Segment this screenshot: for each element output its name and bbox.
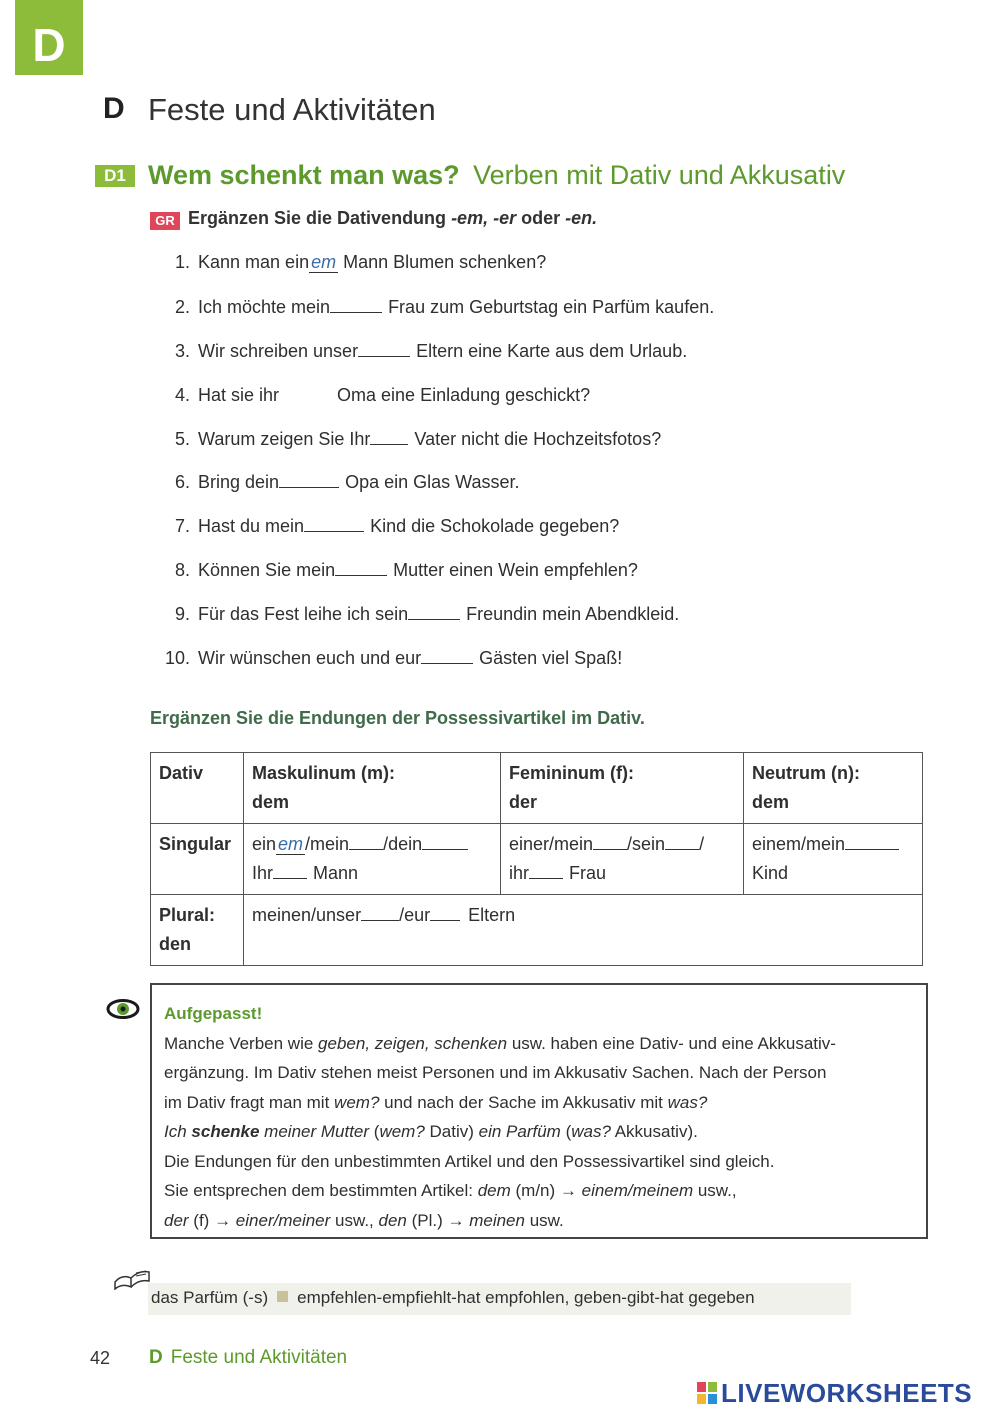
- info-text: usw. haben eine Dativ- und eine Akkusativ-: [507, 1033, 836, 1053]
- info-text: Akkusativ).: [610, 1122, 698, 1141]
- item-text: Eltern eine Karte aus dem Urlaub.: [416, 340, 688, 361]
- info-text: einem/meinem: [581, 1181, 694, 1200]
- item-text: Können Sie mein: [198, 560, 336, 581]
- item-number: 4.: [174, 384, 190, 405]
- separator-square: [277, 1291, 288, 1302]
- info-text: usw.: [524, 1210, 564, 1230]
- item-text: Freundin mein Abendkleid.: [466, 604, 680, 625]
- answer-blank[interactable]: [330, 296, 382, 313]
- exercise-item: [160, 603, 714, 647]
- info-text: wem?: [379, 1122, 425, 1141]
- info-text: im Dativ fragt man mit: [164, 1092, 335, 1112]
- cell-text: /: [699, 834, 705, 854]
- cell-text: ein: [252, 834, 277, 854]
- info-text: und nach der Sache im Akkusativ mit: [379, 1092, 668, 1112]
- cell-text: dem: [252, 792, 290, 812]
- item-number: 8.: [174, 560, 190, 581]
- filled-answer[interactable]: em: [278, 834, 304, 854]
- info-line: [164, 1029, 916, 1059]
- info-text: meinen: [469, 1210, 525, 1230]
- exercise-item: [160, 252, 714, 296]
- item-number: 2.: [174, 296, 190, 317]
- vocab-text: empfehlen-empfiehlt-hat empfohlen, geben-gibt-hat gegeben: [297, 1288, 755, 1307]
- brand-text: LIVEWORKSHEETS: [721, 1378, 973, 1408]
- info-text: (: [369, 1122, 380, 1141]
- info-text: (Pl.) →: [406, 1210, 470, 1230]
- cell-text: Plural:: [159, 905, 216, 925]
- cell-text: Neutrum (n):: [752, 763, 860, 783]
- page-number: 42: [90, 1348, 111, 1368]
- answer-blank[interactable]: [422, 835, 468, 850]
- answer-blank[interactable]: [408, 603, 460, 620]
- exercise-item: [160, 647, 714, 691]
- info-text: geben, zeigen, schenken: [318, 1033, 508, 1053]
- cell-text: Dativ: [159, 763, 204, 783]
- item-text: Für das Fest leihe ich sein: [198, 604, 409, 625]
- chapter-title: Feste und Aktivitäten: [148, 92, 436, 127]
- item-number: 5.: [174, 428, 190, 449]
- info-text: Manche Verben wie: [164, 1033, 319, 1053]
- item-text: Mann Blumen schenken?: [343, 252, 547, 272]
- item-text: Vater nicht die Hochzeitsfotos?: [414, 428, 662, 449]
- table-row-plural: [151, 895, 923, 966]
- answer-blank[interactable]: [279, 384, 331, 401]
- header-cell-neuter: [744, 753, 923, 824]
- item-text: Hast du mein: [198, 516, 305, 537]
- answer-blank[interactable]: [370, 428, 408, 445]
- item-text: Wir schreiben unser: [198, 340, 359, 361]
- instruction-ending: -en.: [565, 208, 598, 228]
- item-text: Oma eine Einladung geschickt?: [337, 384, 591, 405]
- cell-text: der: [509, 792, 538, 812]
- table-header-row: [151, 753, 923, 824]
- answer-blank[interactable]: [430, 906, 460, 921]
- filled-answer[interactable]: em: [311, 252, 337, 272]
- item-text: Gästen viel Spaß!: [479, 648, 623, 669]
- answer-blank[interactable]: [665, 835, 699, 850]
- info-line: ergänzung. Im Dativ stehen meist Personen und im Akkusativ Sachen. Nach der Person: [164, 1063, 827, 1082]
- dativ-table: [150, 752, 923, 966]
- exercise-item: [160, 428, 714, 472]
- exercise1-instruction: [188, 208, 597, 229]
- answer-blank[interactable]: [529, 864, 563, 879]
- item-number: 9.: [174, 604, 190, 625]
- item-text: Ich möchte mein: [198, 296, 331, 317]
- liveworksheets-logo-icon: [697, 1382, 717, 1404]
- answer-blank[interactable]: [335, 559, 387, 576]
- info-line: [164, 1206, 916, 1236]
- cell-text: /mein: [305, 834, 350, 854]
- info-text: (: [560, 1122, 572, 1141]
- exercise-item: [160, 296, 714, 340]
- vocabulary-strip: [148, 1283, 851, 1315]
- cell-text: einer/mein: [509, 834, 594, 854]
- header-cell-masculine: [244, 753, 501, 824]
- item-number: 1.: [174, 252, 190, 272]
- liveworksheets-brand[interactable]: [697, 1378, 972, 1409]
- footer-title: [149, 1347, 347, 1369]
- cell-text: ihr: [509, 863, 530, 883]
- section-subtitle: Verben mit Dativ und Akkusativ: [473, 160, 846, 190]
- header-cell-feminine: [501, 753, 744, 824]
- cell-plural: [244, 895, 923, 966]
- info-line: [164, 1117, 916, 1147]
- cell-text: meinen/unser: [252, 905, 362, 925]
- cell-text: Eltern: [468, 905, 516, 925]
- answer-blank[interactable]: [361, 906, 399, 921]
- cell-text: Singular: [159, 834, 232, 854]
- vocab-text: das Parfüm (-s): [151, 1288, 269, 1307]
- item-number: 6.: [174, 472, 190, 493]
- exercise-item: [160, 384, 714, 428]
- section-title: [148, 160, 845, 191]
- footer-letter: D: [149, 1347, 163, 1368]
- item-text: Kind die Schokolade gegeben?: [370, 516, 620, 537]
- info-text: (m/n) →: [510, 1181, 582, 1200]
- book-icon: [112, 1260, 152, 1290]
- info-title: Aufgepasst!: [164, 1004, 263, 1023]
- answer-blank[interactable]: [593, 835, 627, 850]
- section-title-main: Wem schenkt man was?: [148, 160, 460, 190]
- cell-text: einem/mein: [752, 834, 846, 854]
- answer-blank[interactable]: [349, 835, 383, 850]
- item-text: Wir wünschen euch und eur: [198, 648, 422, 669]
- eye-icon: [106, 998, 140, 1020]
- footer-text: Feste und Aktivitäten: [170, 1347, 348, 1368]
- cell-singular-neuter: [744, 824, 923, 895]
- item-text: Bring dein: [198, 472, 280, 493]
- row-label: [151, 895, 244, 966]
- cell-singular-feminine: [501, 824, 744, 895]
- item-text: Frau zum Geburtstag ein Parfüm kaufen.: [388, 296, 715, 317]
- info-text: einer/meiner: [235, 1210, 331, 1230]
- item-text: Mutter einen Wein empfehlen?: [393, 560, 638, 581]
- info-text: den: [378, 1210, 407, 1230]
- cell-text: dem: [752, 792, 790, 812]
- item-text: Kann man ein: [198, 252, 310, 272]
- exercise-item: [160, 340, 714, 384]
- item-number: 10.: [164, 648, 190, 669]
- table-row-singular: [151, 824, 923, 895]
- instruction-text: Ergänzen Sie die Dativendung: [188, 208, 452, 228]
- cell-text: Ihr: [252, 863, 274, 883]
- item-number: 7.: [174, 516, 190, 537]
- info-text: schenke: [191, 1122, 260, 1141]
- row-label: [151, 824, 244, 895]
- cell-text: /dein: [383, 834, 423, 854]
- answer-blank[interactable]: [304, 515, 364, 532]
- answer-blank[interactable]: [273, 864, 307, 879]
- exercise-item: [160, 471, 714, 515]
- exercise-item: [160, 559, 714, 603]
- info-text: Dativ): [424, 1122, 479, 1141]
- grammar-badge: GR: [150, 212, 180, 230]
- info-text: dem: [477, 1181, 511, 1200]
- cell-text: Mann: [313, 863, 359, 883]
- section-badge: D1: [95, 165, 135, 187]
- info-box: [150, 983, 928, 1239]
- item-text: Warum zeigen Sie Ihr: [198, 428, 371, 449]
- header-cell-dativ: [151, 753, 244, 824]
- info-text: was?: [667, 1092, 708, 1112]
- cell-text: /sein: [627, 834, 666, 854]
- info-text: Ich: [164, 1122, 192, 1141]
- exercise2-instruction: Ergänzen Sie die Endungen der Possessivartikel im Dativ.: [150, 708, 645, 728]
- item-number: 3.: [174, 340, 190, 361]
- exercise1-list: [160, 252, 714, 691]
- cell-singular-masculine: [244, 824, 501, 895]
- info-text: ein Parfüm: [478, 1122, 561, 1141]
- info-line: [164, 1176, 916, 1206]
- answer-blank[interactable]: [358, 340, 410, 357]
- item-text: Hat sie ihr: [198, 384, 280, 405]
- item-text: Opa ein Glas Wasser.: [345, 472, 520, 493]
- answer-blank[interactable]: [279, 471, 339, 488]
- info-line: [164, 1088, 916, 1118]
- info-text: usw.,: [330, 1210, 379, 1230]
- info-text: Sie entsprechen dem bestimmten Artikel:: [164, 1181, 478, 1200]
- exercise-item: [160, 515, 714, 559]
- info-text: (f) →: [188, 1210, 236, 1230]
- info-text: meiner Mutter: [259, 1122, 370, 1141]
- cell-text: /eur: [399, 905, 431, 925]
- chapter-letter: D: [103, 92, 125, 125]
- cell-text: Maskulinum (m):: [252, 763, 396, 783]
- info-text: was?: [571, 1122, 611, 1141]
- info-text: wem?: [334, 1092, 380, 1112]
- cell-text: den: [159, 934, 192, 954]
- info-text: der: [164, 1210, 189, 1230]
- cell-text: Femininum (f):: [509, 763, 634, 783]
- instruction-ending: -em, -er: [451, 208, 517, 228]
- cell-text: Frau: [569, 863, 607, 883]
- instruction-text: oder: [516, 208, 566, 228]
- answer-blank[interactable]: [845, 835, 899, 850]
- info-line: Die Endungen für den unbestimmten Artikel und den Possessivartikel sind gleich.: [164, 1151, 775, 1171]
- answer-blank[interactable]: [421, 647, 473, 664]
- cell-text: Kind: [752, 863, 789, 883]
- info-text: usw.,: [693, 1181, 737, 1200]
- chapter-side-tab: D: [15, 0, 83, 75]
